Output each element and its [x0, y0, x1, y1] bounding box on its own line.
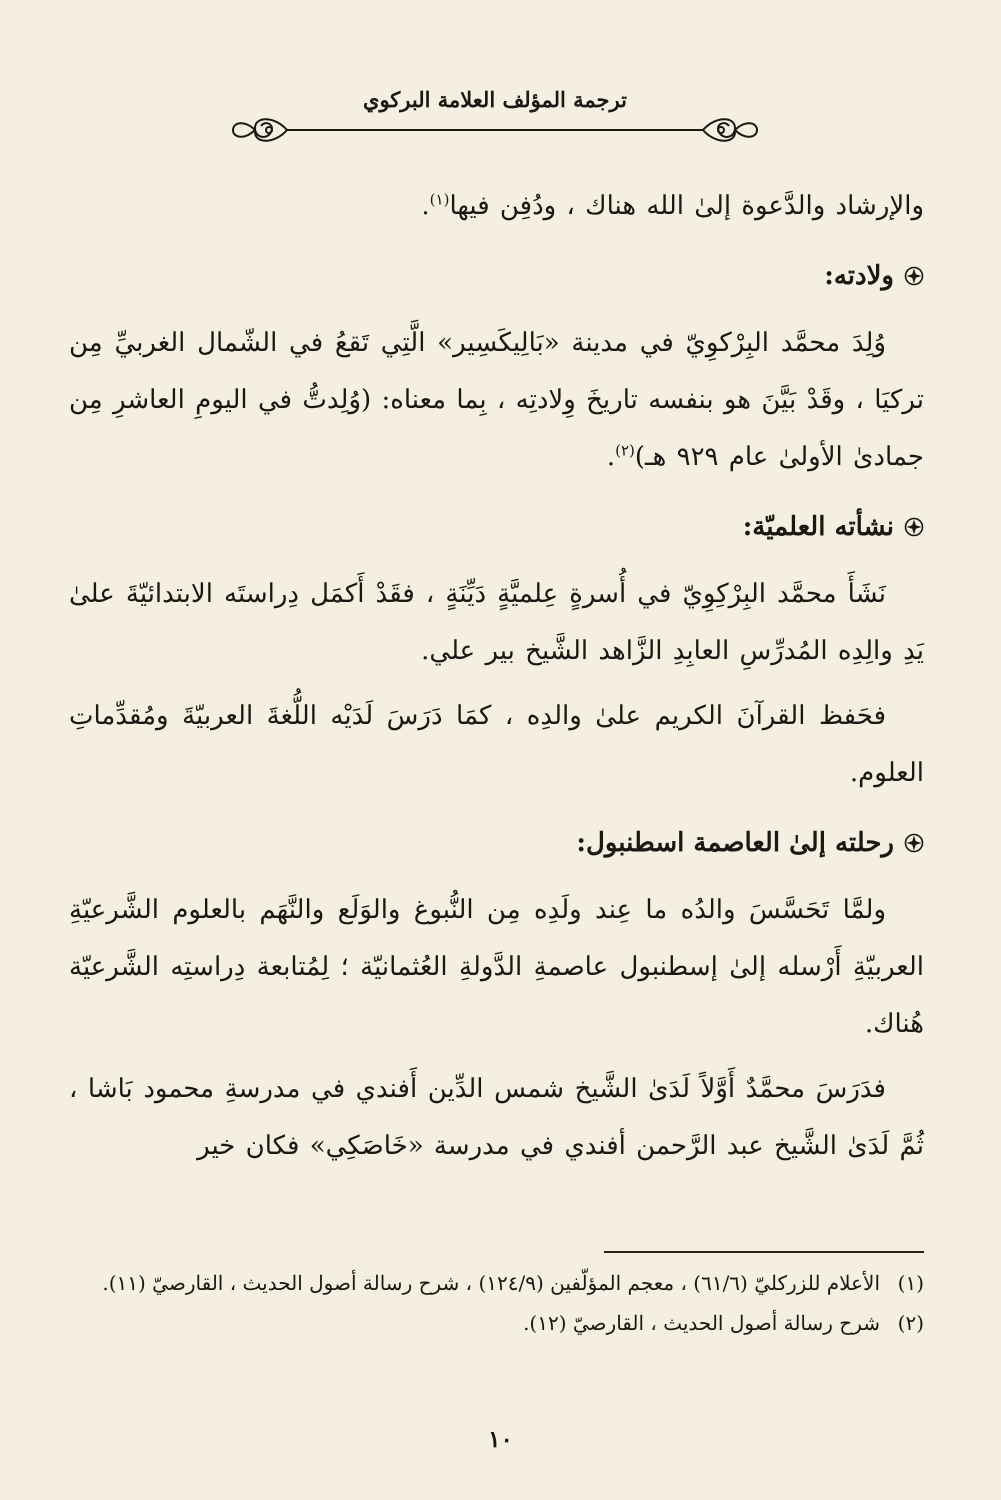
section-heading-upbringing	[69, 502, 924, 552]
paragraph-journey-2: فدَرَسَ محمَّدٌ أَوَّلاً لَدَىٰ الشَّيخ شمس الدِّين أَفندي في مدرسةِ محمود بَاشا ، ثُمَّ لَدَىٰ الشَّيخ عبد الرَّحمن أفندي في مدرسة «خَاصَكِي» فكان خير	[69, 1074, 924, 1161]
star-flower-icon	[904, 517, 924, 537]
heading-text: رحلته إلىٰ العاصمة اسطنبول:	[576, 828, 894, 858]
running-title: ترجمة المؤلف العلامة البركوي	[363, 87, 627, 112]
footnotes	[69, 1266, 924, 1346]
footnote-ref-1: (١)	[429, 190, 450, 209]
star-flower-icon	[904, 266, 924, 286]
paragraph-birth	[69, 315, 924, 486]
footnote-ref-2: (٢)	[615, 441, 635, 460]
footnote-item	[69, 1306, 924, 1340]
footnote-item	[69, 1266, 924, 1300]
footnote-number: (١)	[897, 1271, 924, 1295]
paragraph-burial	[69, 178, 924, 235]
star-flower-icon	[904, 833, 924, 853]
main-text	[69, 178, 924, 1175]
paragraph-text: والإرشاد والدَّعوة إلىٰ الله هناك ، ودُفِن فيها	[449, 191, 924, 221]
page-number: ١٠	[488, 1426, 513, 1453]
paragraph-upbringing-1: نَشَأَ محمَّد البِرْكِوِيّ في أُسرةٍ عِلميَّةٍ دَيِّنَةٍ ، فقَدْ أَكمَل دِراستَه الابتدائيّةَ علىٰ يَدِ والِدِه المُدرِّسِ العابِدِ الزَّاهد الشَّيخ بير علي.	[69, 579, 924, 666]
section-heading-birth	[69, 251, 924, 301]
trailing-punctuation: .	[606, 442, 616, 472]
footnote-text: الأعلام للزركليّ (٦١/٦) ، معجم المؤلّفين (١٢٤/٩) ، شرح رسالة أصول الحديث ، القارصيّ (١١).	[102, 1271, 880, 1295]
paragraph-upbringing-2: فحَفظ القرآنَ الكريم علىٰ والدِه ، كمَا دَرَسَ لَدَيْه اللُّغةَ العربيّةَ ومُقدِّماتِ العلوم.	[69, 701, 924, 788]
footnote-divider	[604, 1251, 924, 1253]
paragraph-text: وُلِدَ محمَّد البِرْكوِيّ في مدينة «بَالِيكَسِير» الَّتِي تَقعُ في الشّمال الغربيِّ مِن تركيَا ، وقَدْ بَيَّنَ هو بنفسه تاريخَ وِلادتِه ، بِما معناه: (وُلِدتُّ في اليومِ العاشرِ مِن جمادىٰ الأولىٰ عام ٩٢٩ هـ)	[69, 328, 924, 472]
running-header	[225, 86, 765, 156]
heading-text: ولادته:	[824, 261, 894, 291]
vine-scroll-ornament-icon	[225, 108, 765, 152]
trailing-punctuation: .	[421, 191, 430, 221]
paragraph-journey-1: ولمَّا تَحَسَّسَ والدُه ما عِند ولَدِه مِن النُّبوغ والوَلَع والنَّهَم بالعلوم الشَّرعيّةِ العربيّةِ أَرْسله إلىٰ إسطنبول عاصمةِ الدَّولةِ العُثمانيّة ؛ لِمُتابعة دِراستِه الشَّرعيّة هُناك.	[69, 895, 924, 1039]
section-heading-journey	[69, 818, 924, 868]
footnote-text: شرح رسالة أصول الحديث ، القارصيّ (١٢).	[523, 1311, 880, 1335]
heading-text: نشأته العلميّة:	[742, 512, 894, 542]
footnote-number: (٢)	[897, 1311, 924, 1335]
